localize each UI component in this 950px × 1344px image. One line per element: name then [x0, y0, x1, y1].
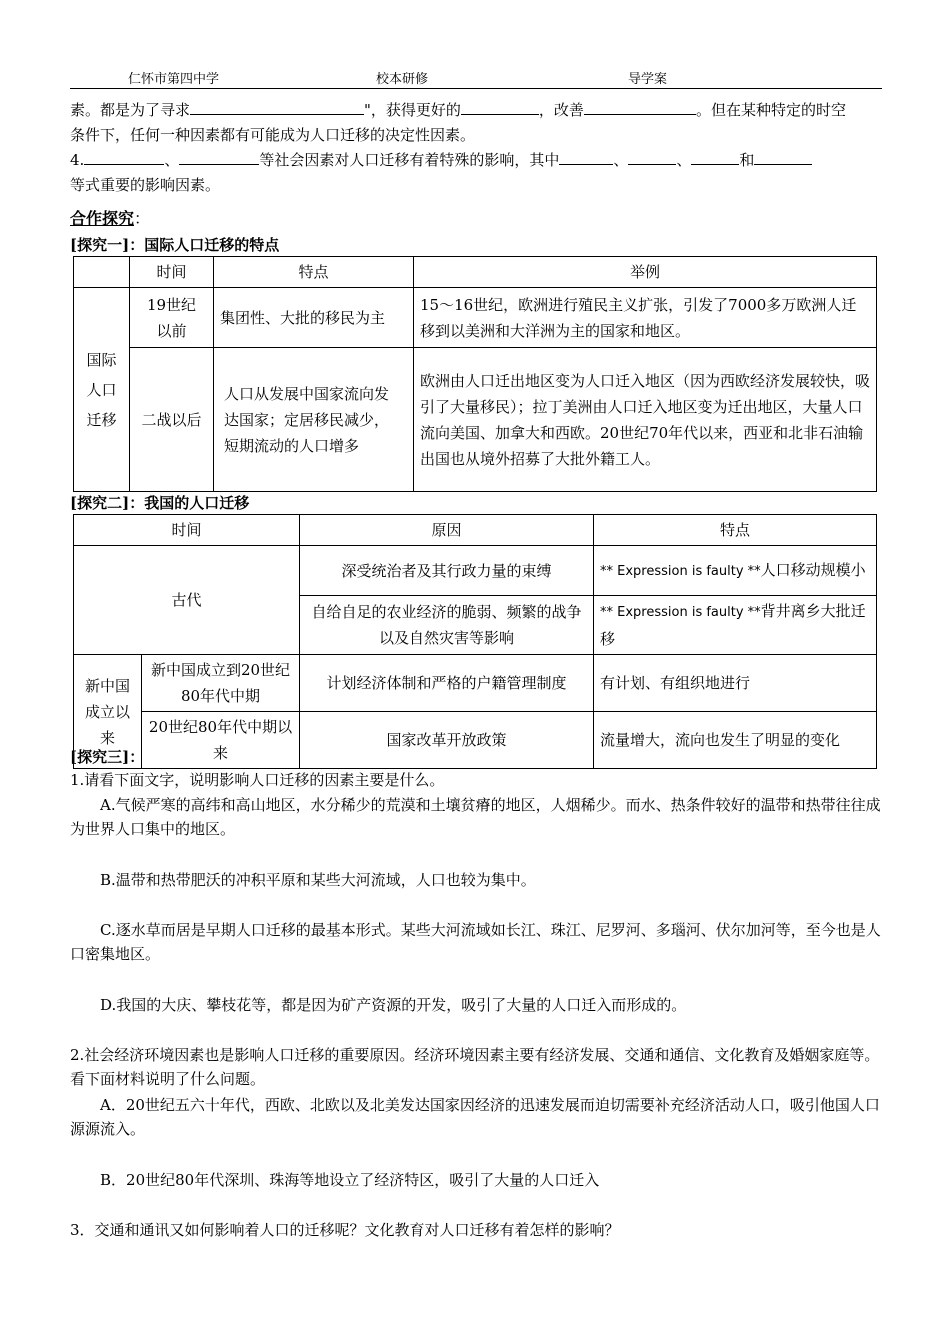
- blank[interactable]: [628, 148, 676, 165]
- intro-line-4: 等式重要的影响因素。: [70, 176, 221, 194]
- coop-title: 合作探究：: [70, 209, 151, 228]
- modern-feature: 有计划、有组织地进行: [594, 655, 877, 712]
- row-example: 欧洲由人口迁出地区变为人口迁入地区（因为西欧经济发展较快，吸引了大量移民）；拉丁美洲由人口迁入地区变为迁出地区，大量人口流向美国、加拿大和西欧。20世纪70年代以来，西亚和北非石油输出国也从境外招募了大批外籍工人。: [414, 348, 877, 492]
- ancient-label: 古代: [74, 546, 300, 655]
- row-feature: 集团性、大批的移民为主: [214, 288, 414, 348]
- th-example: 举例: [414, 257, 877, 288]
- row-time: 19世纪以前: [130, 288, 214, 348]
- q1-item-a: A.气候严寒的高纬和高山地区，水分稀少的荒漠和土壤贫瘠的地区，人烟稀少。而水、热条件较好的温带和热带往往成为世界人口集中的地区。: [70, 796, 881, 838]
- modern-time: 新中国成立到20世纪80年代中期: [142, 655, 300, 712]
- blank[interactable]: [584, 98, 696, 115]
- blank[interactable]: [754, 148, 812, 165]
- modern-label: 新中国成立以来: [74, 655, 142, 769]
- th-feature: 特点: [594, 515, 877, 546]
- row-feature: 人口从发展中国家流向发达国家；定居移民减少，短期流动的人口增多: [214, 348, 414, 492]
- ancient-feature: ** Expression is faulty **背井离乡大批迁移: [594, 596, 877, 655]
- explore2-title: [探究二]：我国的人口迁移: [70, 494, 250, 512]
- explore1-table: [73, 256, 877, 492]
- q1-item-c: C.逐水草而居是早期人口迁移的最基本形式。某些大河流域如长江、珠江、尼罗河、多瑙河、伏尔加河等，至今也是人口密集地区。: [70, 921, 881, 963]
- header-type: 导学案: [628, 72, 668, 87]
- blank[interactable]: [691, 148, 739, 165]
- ancient-feature: ** Expression is faulty **人口移动规模小: [594, 546, 877, 596]
- intro-line-1: 素。都是为了寻求 "，获得更好的 ，改善 。但在某种特定的时空: [70, 98, 885, 122]
- intro-line-3: 4. 、 等社会因素对人口迁移有着特殊的影响，其中 、 、 和: [70, 148, 885, 172]
- th-time: 时间: [74, 515, 300, 546]
- question-2: 2.社会经济环境因素也是影响人口迁移的重要原因。经济环境因素主要有经济发展、交通和通信、文化教育及婚姻家庭等。看下面材料说明了什么问题。: [70, 1046, 880, 1088]
- intro-line-2: 条件下，任何一种因素都有可能成为人口迁移的决定性因素。: [70, 126, 476, 144]
- question-3: 3．交通和通讯又如何影响着人口的迁移呢？文化教育对人口迁移有着怎样的影响？: [70, 1221, 620, 1239]
- blank[interactable]: [559, 148, 613, 165]
- header-course: 校本研修: [376, 72, 429, 87]
- explore2-table: [73, 514, 877, 769]
- modern-reason: 计划经济体制和严格的户籍管理制度: [300, 655, 594, 712]
- q2-item-b: B．20世纪80年代深圳、珠海等地设立了经济特区，吸引了大量的人口迁入: [100, 1171, 600, 1189]
- th-reason: 原因: [300, 515, 594, 546]
- q2-item-a: A．20世纪五六十年代，西欧、北欧以及北美发达国家因经济的迅速发展而迫切需要补充经济活动人口，吸引他国人口源源流入。: [70, 1096, 880, 1138]
- header-school: 仁怀市第四中学: [128, 72, 220, 87]
- blank[interactable]: [179, 148, 259, 165]
- modern-feature: 流量增大，流向也发生了明显的变化: [594, 712, 877, 769]
- row-time: 二战以后: [130, 348, 214, 492]
- group-label: 国际人口迁移: [74, 288, 130, 492]
- modern-reason: 国家改革开放政策: [300, 712, 594, 769]
- explore3-title: [探究三]：: [70, 748, 145, 766]
- blank[interactable]: [84, 148, 164, 165]
- th-time: 时间: [130, 257, 214, 288]
- ancient-reason: 自给自足的农业经济的脆弱、频繁的战争以及自然灾害等影响: [300, 596, 594, 655]
- q1-item-b: B.温带和热带肥沃的冲积平原和某些大河流域，人口也较为集中。: [100, 871, 536, 889]
- blank[interactable]: [461, 98, 539, 115]
- modern-time: 20世纪80年代中期以来: [142, 712, 300, 769]
- page-header: [70, 66, 882, 89]
- blank[interactable]: [190, 98, 364, 115]
- q1-item-d: D.我国的大庆、攀枝花等，都是因为矿产资源的开发，吸引了大量的人口迁入而形成的。: [100, 996, 687, 1014]
- ancient-reason: 深受统治者及其行政力量的束缚: [300, 546, 594, 596]
- explore1-title: [探究一]：国际人口迁移的特点: [70, 236, 280, 254]
- th-feature: 特点: [214, 257, 414, 288]
- question-1: 1.请看下面文字，说明影响人口迁移的因素主要是什么。: [70, 771, 445, 789]
- row-example: 15～16世纪，欧洲进行殖民主义扩张，引发了7000多万欧洲人迁移到以美洲和大洋洲为主的国家和地区。: [414, 288, 877, 348]
